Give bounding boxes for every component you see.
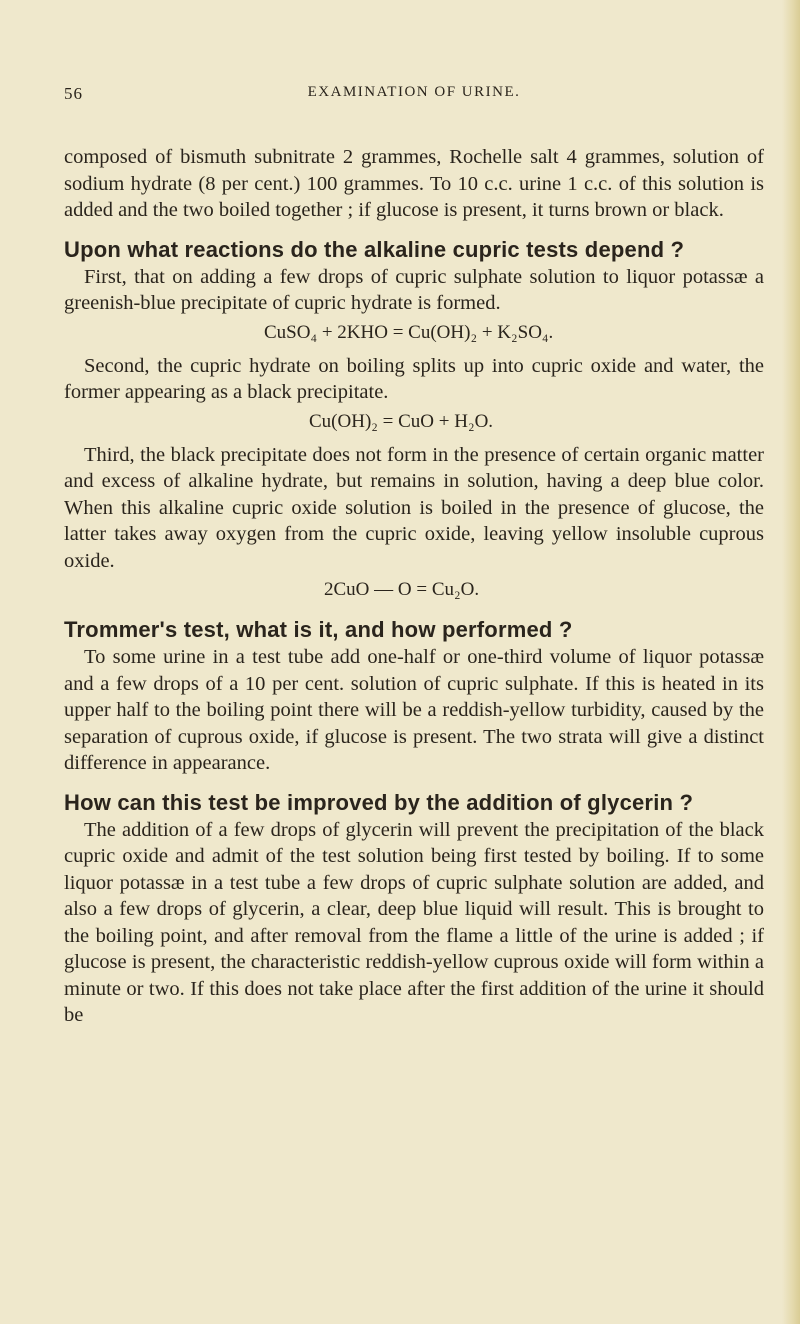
paragraph-first: First, that on adding a few drops of cupric sulphate solution to liquor potassæ a greenish-blue precipitate of cupric hydrate is formed. bbox=[64, 265, 764, 314]
paragraph-glycerin: The addition of a few drops of glycerin will prevent the precipitation of the black cupric oxide and admit of the test solution being first tested by boiling. If to some liquor potassæ in a test tube a few drops of cupric sulphate solution are added, and also a few drops of glycerin, a clear, deep blue liquid will result. This is brought to the boiling point, and after removal from the flame a little of the urine is added ; if glucose is present, the characteristic reddish-yellow cuprous oxide will form within a minute or two. If this does not take place after the first addition of the urine it should be bbox=[64, 818, 764, 1026]
paragraph-second: Second, the cupric hydrate on boiling splits up into cupric oxide and water, the former appearing as a black precipitate. bbox=[64, 354, 764, 403]
question-heading-trommer: Trommer's test, what is it, and how performed ? bbox=[64, 617, 573, 642]
running-title: EXAMINATION OF URINE. bbox=[307, 84, 521, 100]
page-header bbox=[64, 84, 764, 144]
paragraph-third: Third, the black precipitate does not form in the presence of certain organic matter and excess of alkaline hydrate, but remains in solution, having a deep blue color. When this alkaline cupric oxide solution is boiled in the presence of glucose, the latter takes away oxygen from the cupric oxide, leaving yellow insoluble cuprous oxide. bbox=[64, 443, 764, 572]
paragraph-trommer: To some urine in a test tube add one-half or one-third volume of liquor potassæ and a few drops of a 10 per cent. solution of cupric sulphate. If this is heated in its upper half to the boiling point there will be a reddish-yellow turbidity, caused by the separation of cuprous oxide, if glucose is present. The two strata will give a distinct difference in appearance. bbox=[64, 646, 764, 774]
paragraph-continuation: composed of bismuth subnitrate 2 grammes, Rochelle salt 4 grammes, solution of sodium hydrate (8 per cent.) 100 grammes. To 10 c.c. urine 1 c.c. of this solution is added and the two boiled together ; if glucose is present, it turns brown or black. bbox=[64, 146, 764, 221]
page-edge-shadow bbox=[782, 0, 800, 1324]
question-heading-glycerin: How can this test be improved by the addition of glycerin ? bbox=[64, 789, 694, 815]
book-page bbox=[64, 0, 764, 1029]
equation-1: CuSO₄ + 2KHO = Cu(OH)₂ + K₂SO₄. bbox=[264, 321, 554, 343]
page-number: 56 bbox=[64, 84, 83, 103]
question-heading-reactions: Upon what reactions do the alkaline cupric tests depend ? bbox=[64, 236, 685, 262]
equation-3: 2CuO — O = Cu₂O. bbox=[324, 579, 480, 600]
equation-2: Cu(OH)₂ = CuO + H₂O. bbox=[309, 410, 494, 432]
